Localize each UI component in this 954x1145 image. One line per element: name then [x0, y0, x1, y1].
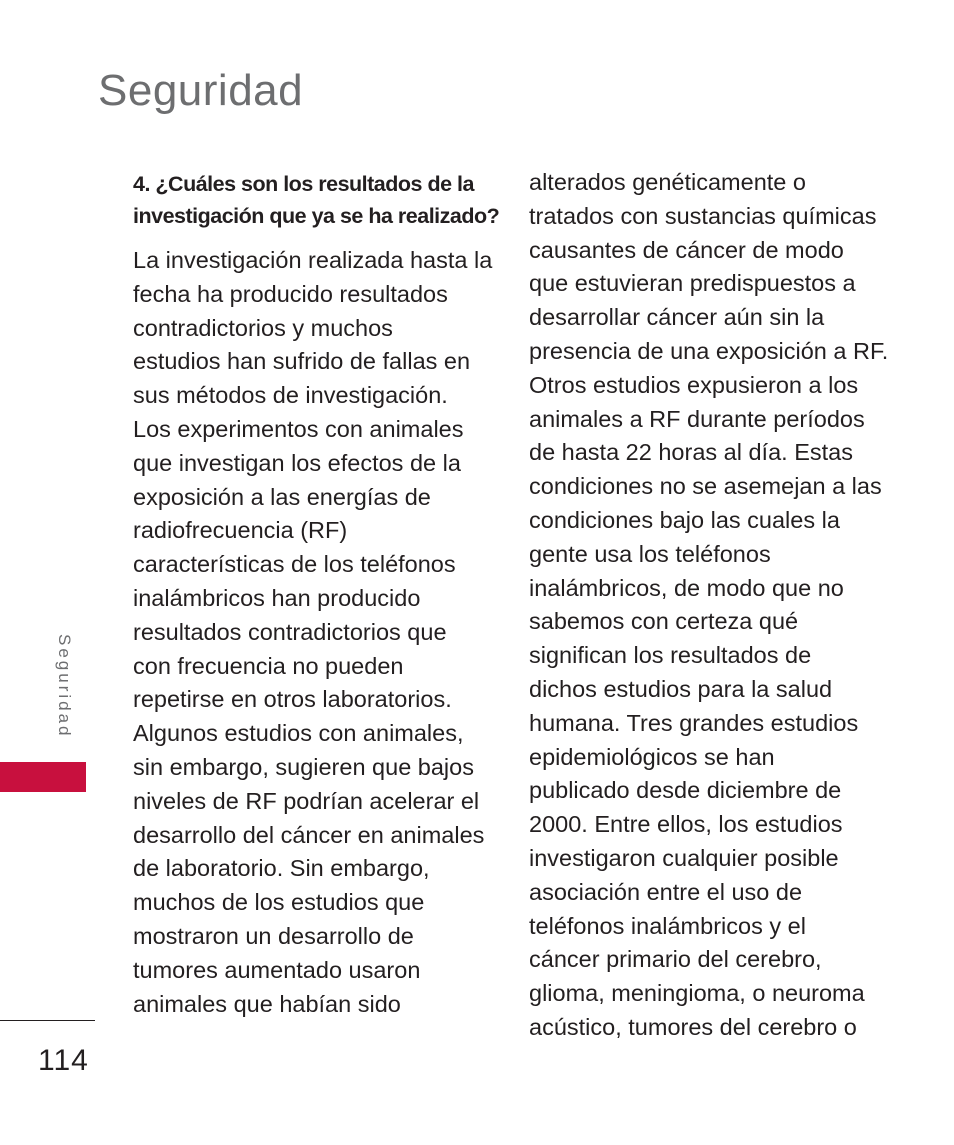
section-question [133, 168, 500, 232]
text-line: humana. Tres grandes estudios [529, 709, 859, 736]
text-line: La investigación realizada hasta la [133, 247, 493, 273]
text-line: que estuvieran predispuestos a [529, 270, 856, 297]
text-line: alterados genéticamente o [529, 169, 806, 195]
side-tab-marker [0, 762, 86, 792]
text-line: significan los resultados de [529, 642, 812, 669]
text-line: causantes de cáncer de modo [529, 236, 844, 263]
page-title: Seguridad [98, 66, 304, 115]
text-line: condiciones no se asemejan a las [529, 473, 882, 500]
text-line: niveles de RF podrían acelerar el [133, 787, 480, 814]
text-line: publicado desde diciembre de [529, 777, 842, 804]
text-line: gente usa los teléfonos [529, 540, 771, 567]
text-line: mostraron un desarrollo de [133, 922, 414, 949]
text-line: desarrollar cáncer aún sin la [529, 304, 825, 331]
text-line: estudios han sufrido de fallas en [133, 348, 471, 375]
text-line: tratados con sustancias químicas [529, 202, 877, 229]
text-line: contradictorios y muchos [133, 314, 393, 341]
body-paragraph [133, 244, 493, 1021]
text-line: sin embargo, sugieren que bajos [133, 753, 474, 780]
text-line: de laboratorio. Sin embargo, [133, 855, 430, 882]
text-line: tumores aumentado usaron [133, 956, 421, 983]
text-line: exposición a las energías de [133, 483, 431, 510]
text-line: Los experimentos con animales [133, 415, 464, 442]
side-tab-label: Seguridad [55, 634, 74, 739]
text-line: teléfonos inalámbricos y el [529, 912, 806, 939]
text-line: radiofrecuencia (RF) [133, 517, 348, 544]
right-column [529, 166, 889, 1045]
page-number: 114 [38, 1044, 89, 1077]
body-paragraph [529, 166, 889, 1045]
question-line: investigación que ya se ha realizado? [133, 204, 500, 228]
text-line: desarrollo del cáncer en animales [133, 821, 485, 848]
text-line: Otros estudios expusieron a los [529, 371, 859, 398]
text-line: animales que habían sido [133, 990, 401, 1017]
footer-divider [0, 1020, 95, 1021]
text-line: acústico, tumores del cerebro o [529, 1013, 857, 1040]
text-line: condiciones bajo las cuales la [529, 506, 840, 533]
text-line: características de los teléfonos [133, 551, 456, 578]
text-line: asociación entre el uso de [529, 878, 803, 905]
text-line: 2000. Entre ellos, los estudios [529, 811, 843, 838]
text-line: muchos de los estudios que [133, 889, 425, 916]
text-line: animales a RF durante períodos [529, 405, 865, 432]
text-line: inalámbricos, de modo que no [529, 574, 844, 601]
text-line: de hasta 22 horas al día. Estas [529, 439, 853, 466]
question-line: 4. ¿Cuáles son los resultados de la [133, 172, 474, 196]
text-line: dichos estudios para la salud [529, 675, 833, 702]
text-line: sus métodos de investigación. [133, 382, 448, 409]
text-line: sabemos con certeza qué [529, 608, 799, 635]
text-line: epidemiológicos se han [529, 743, 775, 770]
text-line: Algunos estudios con animales, [133, 720, 464, 747]
left-column [133, 168, 500, 1021]
text-line: inalámbricos han producido [133, 584, 421, 611]
text-line: cáncer primario del cerebro, [529, 946, 822, 973]
text-line: repetirse en otros laboratorios. [133, 686, 452, 713]
text-line: investigaron cualquier posible [529, 844, 839, 871]
text-line: que investigan los efectos de la [133, 449, 461, 476]
text-line: glioma, meningioma, o neuroma [529, 980, 865, 1007]
text-line: resultados contradictorios que [133, 618, 447, 645]
text-line: fecha ha producido resultados [133, 280, 448, 307]
text-line: con frecuencia no pueden [133, 652, 404, 679]
text-line: presencia de una exposición a RF. [529, 337, 889, 364]
